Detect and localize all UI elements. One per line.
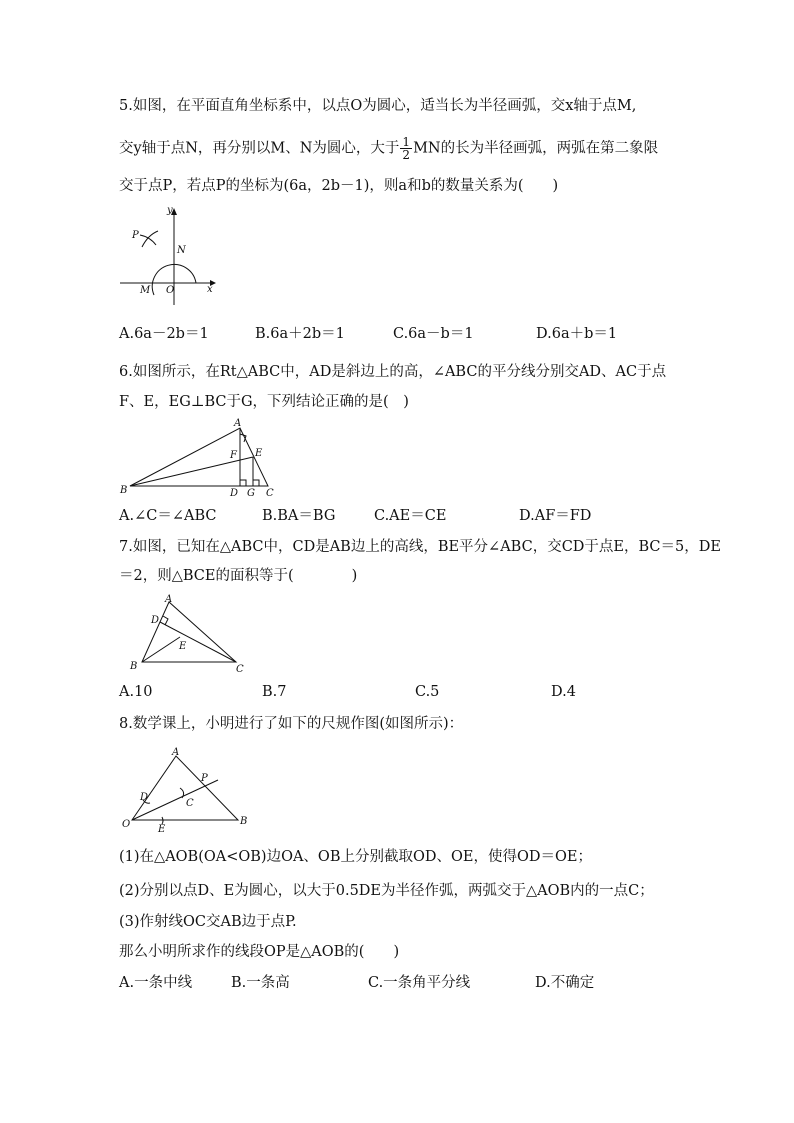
label-e: E	[179, 641, 187, 652]
label-f: F	[230, 450, 237, 461]
label-d: D	[230, 488, 239, 499]
q5-option-b[interactable]: B.6a＋2b＝1	[255, 326, 345, 342]
label-x: x	[207, 284, 213, 295]
q8-option-b[interactable]: B.一条高	[231, 975, 290, 991]
q6-option-b[interactable]: B.BA＝BG	[262, 508, 336, 524]
fraction-numerator: 1	[402, 135, 411, 149]
right-angle-g	[253, 480, 259, 486]
q6-option-a[interactable]: A.∠C＝∠ABC	[119, 508, 217, 524]
q7-option-c[interactable]: C.5	[415, 684, 440, 700]
q8-question: 那么小明所求作的线段OP是△AOB的( )	[119, 944, 400, 960]
label-a: A	[165, 594, 173, 605]
q5-option-c[interactable]: C.6a－b＝1	[393, 326, 474, 342]
label-c: C	[186, 798, 194, 809]
label-a: A	[234, 418, 242, 429]
q8-option-d[interactable]: D.不确定	[535, 975, 595, 991]
label-p: P	[132, 230, 139, 241]
q5-option-a[interactable]: A.6a－2b＝1	[119, 326, 209, 342]
q5-line-3: 交于点P，若点P的坐标为(6a，2b－1)，则a和b的数量关系为( )	[119, 178, 559, 194]
label-y: y	[167, 205, 173, 216]
q7-figure	[126, 594, 250, 674]
q6-line-1: 6.如图所示，在Rt△ABC中，AD是斜边上的高，∠ABC的平分线分别交AD、AC于点	[119, 364, 667, 380]
label-c: C	[236, 664, 244, 675]
q8-step-3: (3)作射线OC交AB边于点P.	[119, 914, 297, 930]
q6-line-2: F、E，EG⊥BC于G，下列结论正确的是( )	[119, 394, 409, 410]
label-p: P	[201, 773, 208, 784]
label-e: E	[158, 824, 166, 835]
label-d: D	[140, 792, 149, 803]
q8-option-c[interactable]: C.一条角平分线	[368, 975, 471, 991]
q7-option-a[interactable]: A.10	[119, 684, 153, 700]
q5-line-1: 5.如图，在平面直角坐标系中，以点O为圆心，适当长为半径画弧，交x轴于点M,	[119, 98, 637, 114]
q6-option-c[interactable]: C.AE＝CE	[374, 508, 447, 524]
label-n: N	[177, 245, 186, 256]
label-m: M	[140, 285, 151, 296]
q7-option-d[interactable]: D.4	[551, 684, 576, 700]
q5-figure	[118, 205, 218, 310]
right-angle-a	[240, 434, 246, 442]
label-g: G	[247, 488, 255, 499]
half-fraction	[400, 136, 412, 161]
q5-option-d[interactable]: D.6a＋b＝1	[536, 326, 618, 342]
q8-line-1: 8.数学课上，小明进行了如下的尺规作图(如图所示)：	[119, 716, 464, 732]
triangle-aob	[132, 756, 238, 820]
label-o: O	[122, 819, 131, 830]
q6-figure	[118, 416, 278, 498]
q8-figure	[120, 748, 260, 834]
label-d: D	[151, 615, 160, 626]
q6-option-d[interactable]: D.AF＝FD	[519, 508, 592, 524]
label-b: B	[240, 816, 248, 827]
arc-from-n	[140, 235, 156, 245]
fraction-denominator: 2	[402, 148, 411, 162]
q5-line-2b: MN的长为半径画弧，两弧在第二象限	[413, 140, 659, 157]
q5-line-2a: 交y轴于点N，再分别以M、N为圆心，大于	[119, 140, 400, 157]
q8-step-2: (2)分别以点D、E为圆心，以大于0.5DE为半径作弧，两弧交于△AOB内的一点C；	[119, 883, 654, 899]
q8-option-a[interactable]: A.一条中线	[119, 975, 193, 991]
triangle-abc	[130, 428, 268, 486]
q7-option-b[interactable]: B.7	[262, 684, 287, 700]
label-b: B	[130, 661, 138, 672]
label-a: A	[172, 747, 180, 758]
bisector-be	[130, 457, 253, 486]
label-b: B	[120, 485, 128, 496]
right-angle-d	[240, 480, 246, 486]
label-c: C	[266, 488, 274, 499]
label-e: E	[255, 448, 263, 459]
q7-line-1: 7.如图，已知在△ABC中，CD是AB边上的高线，BE平分∠ABC，交CD于点E，BC＝5，DE	[119, 539, 721, 555]
label-o: O	[166, 285, 175, 296]
q7-line-2: ＝2，则△BCE的面积等于( )	[119, 568, 358, 584]
q5-line-2	[119, 136, 658, 161]
q8-step-1: (1)在△AOB(OA<OB)边OA、OB上分别截取OD、OE，使得OD＝OE；	[119, 849, 592, 865]
